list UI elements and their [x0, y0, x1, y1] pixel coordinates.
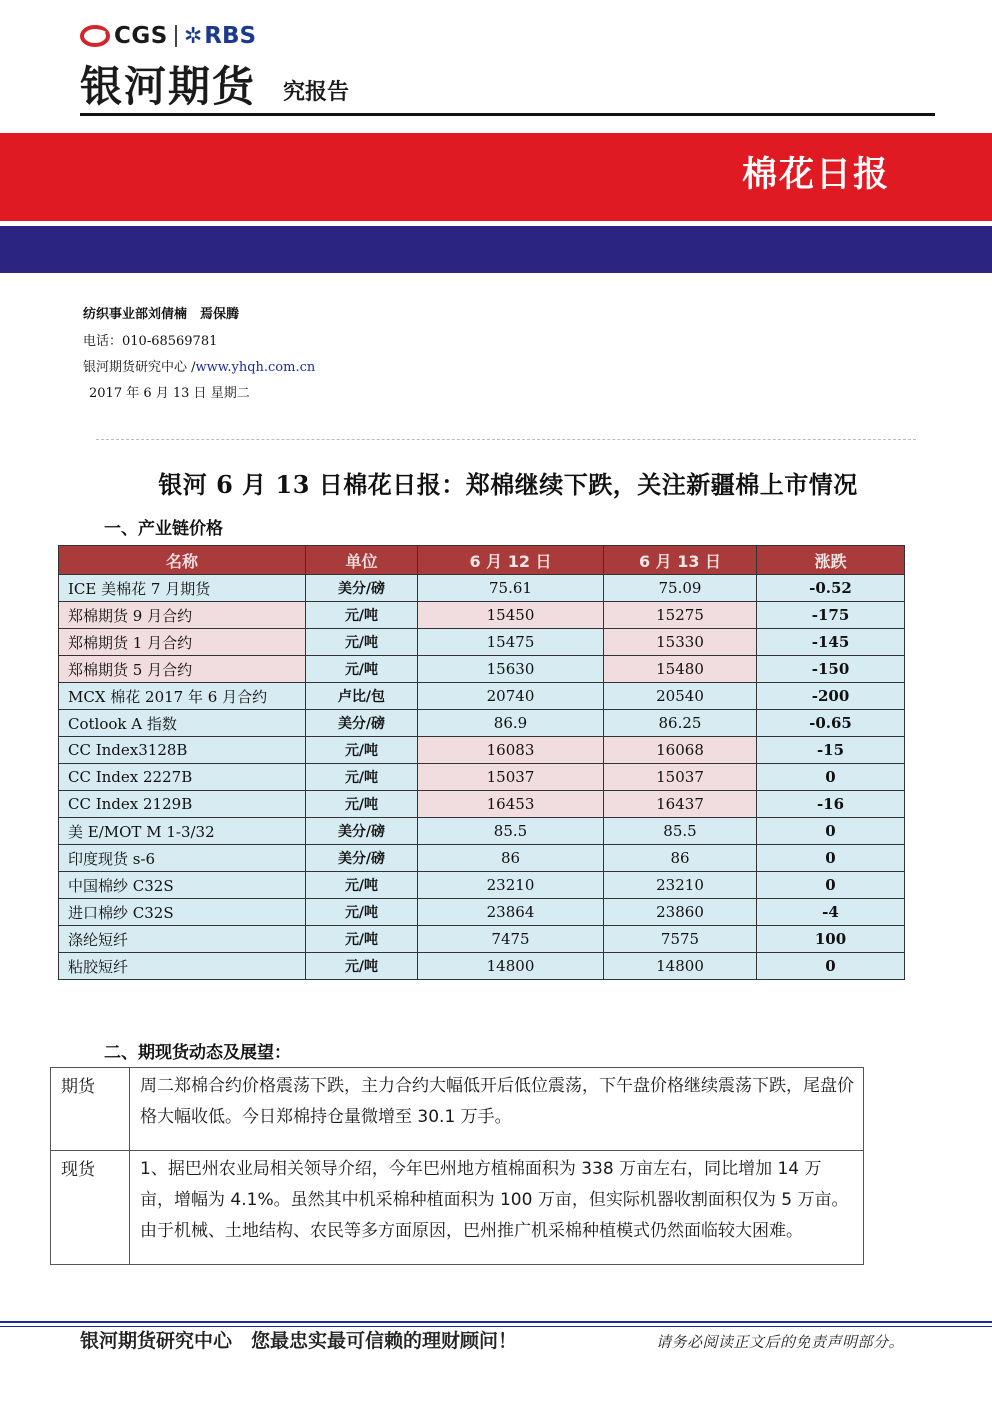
report-title: 棉花日报: [741, 155, 890, 195]
cell-d12: 14800: [418, 953, 604, 980]
cell-name: 郑棉期货 1 月合约: [59, 629, 306, 656]
header-name: 名称: [59, 546, 306, 575]
cell-d13: 14800: [604, 953, 757, 980]
cgs-rbs-logo: [80, 20, 256, 52]
table-row: [59, 683, 905, 710]
table-row: [59, 764, 905, 791]
cell-unit: 元/吨: [306, 602, 418, 629]
cell-d13: 15480: [604, 656, 757, 683]
cell-d12: 75.61: [418, 575, 604, 602]
cell-unit: 元/吨: [306, 629, 418, 656]
cell-unit: 美分/磅: [306, 575, 418, 602]
cell-d12: 86: [418, 845, 604, 872]
table-row: [51, 1151, 864, 1265]
cell-unit: 元/吨: [306, 764, 418, 791]
cell-name: CC Index3128B: [59, 737, 306, 764]
cell-chg: 100: [757, 926, 905, 953]
cell-chg: -0.65: [757, 710, 905, 737]
cell-d12: 85.5: [418, 818, 604, 845]
footer-disclaimer: 请务必阅读正文后的免责声明部分。: [655, 1333, 904, 1351]
cell-chg: -4: [757, 899, 905, 926]
cgs-swirl-icon: [80, 25, 110, 47]
cell-name: 进口棉纱 C32S: [59, 899, 306, 926]
cell-unit: 元/吨: [306, 926, 418, 953]
cell-name: 郑棉期货 9 月合约: [59, 602, 306, 629]
cell-d12: 15630: [418, 656, 604, 683]
cell-d13: 23860: [604, 899, 757, 926]
cell-name: 粘胶短纤: [59, 953, 306, 980]
divider: [96, 439, 916, 440]
cell-d13: 85.5: [604, 818, 757, 845]
cell-d13: 75.09: [604, 575, 757, 602]
cell-d13: 86.25: [604, 710, 757, 737]
cell-d13: 23210: [604, 872, 757, 899]
cell-name: Cotlook A 指数: [59, 710, 306, 737]
header-jun13: 6 月 13 日: [604, 546, 757, 575]
authors: 纺织事业部刘倩楠 焉保腾: [83, 307, 240, 322]
section-2-title: 二、期现货动态及展望：: [104, 1043, 291, 1063]
cell-chg: 0: [757, 872, 905, 899]
cell-chg: 0: [757, 764, 905, 791]
cell-unit: 元/吨: [306, 791, 418, 818]
logo-rbs-text: RBS: [204, 23, 257, 49]
cell-unit: 美分/磅: [306, 710, 418, 737]
cell-name: 印度现货 s-6: [59, 845, 306, 872]
cell-d12: 7475: [418, 926, 604, 953]
cell-name: CC Index 2227B: [59, 764, 306, 791]
cell-d12: 86.9: [418, 710, 604, 737]
table-row: [59, 926, 905, 953]
cell-chg: -15: [757, 737, 905, 764]
cell-d13: 20540: [604, 683, 757, 710]
cell-d12: 16083: [418, 737, 604, 764]
table-row: [59, 791, 905, 818]
rbs-star-icon: ✲: [183, 23, 203, 49]
cell-d13: 16068: [604, 737, 757, 764]
cell-d12: 23210: [418, 872, 604, 899]
header-unit: 单位: [306, 546, 418, 575]
cell-unit: 卢比/包: [306, 683, 418, 710]
cell-d12: 23864: [418, 899, 604, 926]
footer-rule: [0, 1321, 992, 1323]
report-date: 2017 年 6 月 13 日 星期二: [89, 386, 250, 401]
price-table: [58, 545, 905, 980]
main-title: 银河 6 月 13 日棉花日报：郑棉继续下跌，关注新疆棉上市情况: [158, 470, 858, 499]
company-name: 银河期货: [80, 62, 257, 111]
site-link[interactable]: www.yhqh.com.cn: [195, 360, 316, 375]
cell-name: ICE 美棉花 7 月期货: [59, 575, 306, 602]
logo-cgs-text: CGS: [114, 23, 168, 49]
table-row: [59, 656, 905, 683]
cell-d12: 15450: [418, 602, 604, 629]
futures-text: 周二郑棉合约价格震荡下跌，主力合约大幅低开后低位震荡，下午盘价格继续震荡下跌，尾盘价格大幅收低。今日郑棉持仓量微增至 30.1 万手。: [130, 1068, 864, 1151]
research-center: [83, 356, 315, 375]
cell-chg: 0: [757, 818, 905, 845]
cell-name: MCX 棉花 2017 年 6 月合约: [59, 683, 306, 710]
cell-name: CC Index 2129B: [59, 791, 306, 818]
table-row: [59, 845, 905, 872]
blue-band: [0, 226, 992, 273]
cell-chg: -145: [757, 629, 905, 656]
spot-label: 现货: [51, 1151, 130, 1265]
cell-d13: 16437: [604, 791, 757, 818]
cell-unit: 元/吨: [306, 899, 418, 926]
spot-text: 1、据巴州农业局相关领导介绍，今年巴州地方植棉面积为 338 万亩左右，同比增加 14 万亩，增幅为 4.1%。虽然其中机采棉种植面积为 100 万亩，但实际机器收割面积仅为 5 万亩。由于机械、土地结构、农民等多方面原因，巴州推广机采棉种植模式仍然面临较大困难。: [130, 1151, 864, 1265]
table-header-row: [59, 546, 905, 575]
cell-name: 中国棉纱 C32S: [59, 872, 306, 899]
cell-unit: 元/吨: [306, 737, 418, 764]
cell-d12: 20740: [418, 683, 604, 710]
cell-d13: 15037: [604, 764, 757, 791]
cell-unit: 元/吨: [306, 872, 418, 899]
cell-chg: -0.52: [757, 575, 905, 602]
table-row: [59, 602, 905, 629]
cell-chg: -175: [757, 602, 905, 629]
header-change: 涨跌: [757, 546, 905, 575]
cell-d13: 7575: [604, 926, 757, 953]
outlook-table: [50, 1067, 864, 1265]
cell-d13: 86: [604, 845, 757, 872]
site-label: 银河期货研究中心 /: [83, 360, 196, 375]
phone: 电话：010-68569781: [83, 334, 218, 349]
table-row: [59, 953, 905, 980]
table-row: [59, 629, 905, 656]
header-jun12: 6 月 12 日: [418, 546, 604, 575]
table-row: [59, 737, 905, 764]
title-band: [0, 133, 992, 221]
cell-unit: 元/吨: [306, 953, 418, 980]
header-rule: [80, 113, 935, 116]
cell-chg: 0: [757, 845, 905, 872]
header-subtitle: 究报告: [283, 80, 350, 105]
cell-chg: 0: [757, 953, 905, 980]
table-row: [59, 818, 905, 845]
cell-chg: -200: [757, 683, 905, 710]
cell-name: 涤纶短纤: [59, 926, 306, 953]
table-row: [59, 872, 905, 899]
cell-unit: 美分/磅: [306, 818, 418, 845]
cell-d12: 15037: [418, 764, 604, 791]
cell-d12: 15475: [418, 629, 604, 656]
cell-chg: -150: [757, 656, 905, 683]
table-row: [59, 899, 905, 926]
footer-slogan: 银河期货研究中心 您最忠实最可信赖的理财顾问！: [80, 1330, 518, 1352]
cell-chg: -16: [757, 791, 905, 818]
cell-d13: 15275: [604, 602, 757, 629]
table-row: [59, 575, 905, 602]
cell-name: 郑棉期货 5 月合约: [59, 656, 306, 683]
cell-unit: 元/吨: [306, 656, 418, 683]
logo-divider: [175, 25, 177, 47]
table-row: [59, 710, 905, 737]
cell-unit: 美分/磅: [306, 845, 418, 872]
table-row: [51, 1068, 864, 1151]
cell-d12: 16453: [418, 791, 604, 818]
futures-label: 期货: [51, 1068, 130, 1151]
section-1-title: 一、产业链价格: [104, 519, 223, 539]
cell-d13: 15330: [604, 629, 757, 656]
cell-name: 美 E/MOT M 1-3/32: [59, 818, 306, 845]
